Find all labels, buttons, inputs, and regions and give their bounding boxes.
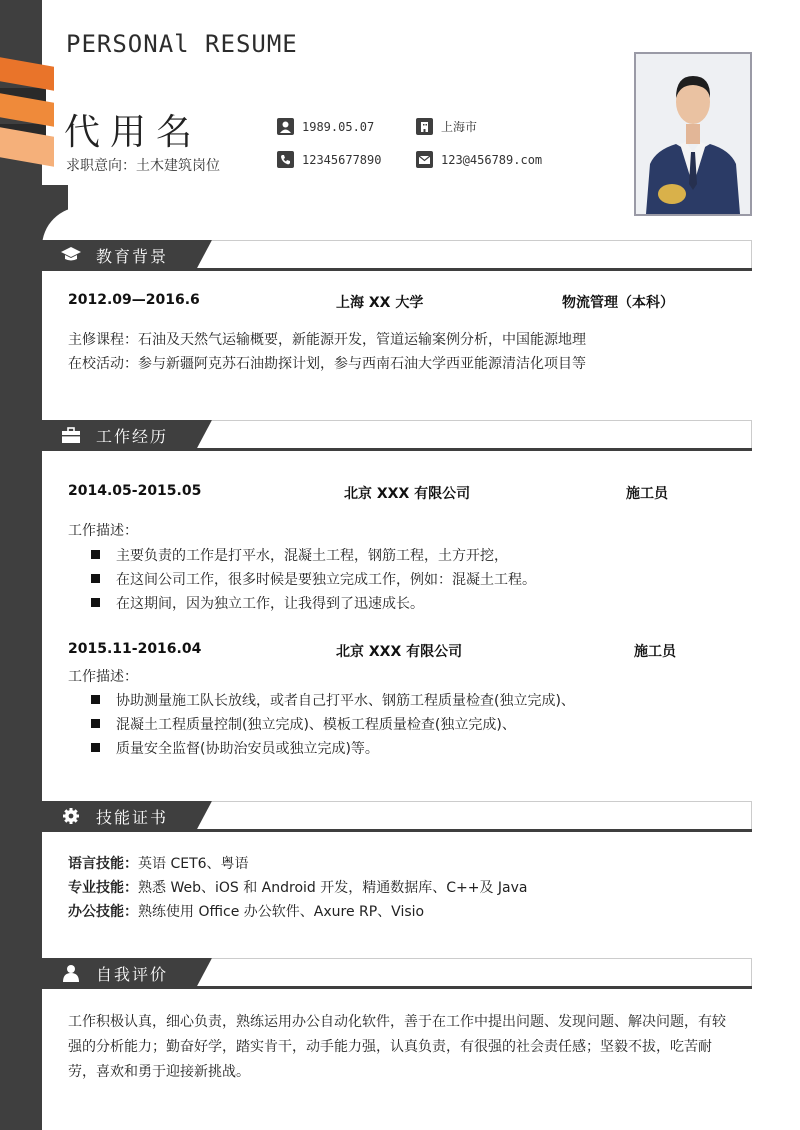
work-1-desc-label: 工作描述： — [68, 523, 138, 539]
resume-title: PERSONAl RESUME — [66, 30, 298, 58]
section-skills-header — [42, 801, 752, 831]
phone-icon — [277, 151, 294, 168]
skill-professional: 专业技能：熟悉 Web、iOS 和 Android 开发，精通数据库、C++及 Java — [68, 880, 528, 896]
work-2-item-3: 质量安全监督(协助治安员或独立完成)等。 — [96, 738, 379, 758]
skill-language: 语言技能：英语 CET6、粤语 — [68, 856, 249, 872]
education-period: 2012.09—2016.6 — [68, 292, 200, 308]
work-2-item-2: 混凝土工程质量控制(独立完成)、模板工程质量检查(独立完成)、 — [96, 714, 516, 734]
profile-photo — [634, 52, 752, 216]
user-icon — [60, 964, 82, 982]
graduation-cap-icon — [60, 246, 82, 264]
skill-office: 办公技能：熟练使用 Office 办公软件、Axure RP、Visio — [68, 904, 425, 920]
work-2-item-1: 协助测量施工队长放线，或者自己打平水、钢筋工程质量检查(独立完成)、 — [96, 690, 575, 710]
candidate-name: 代用名 — [64, 112, 203, 153]
self-evaluation-text: 工作积极认真，细心负责，熟练运用办公自动化软件，善于在工作中提出问题、发现问题、解决问题，有较强的分析能力；勤奋好学，踏实肯干，动手能力强，认真负责，有很强的社会责任感；坚毅不拔，吃苦耐劳，喜欢和勇于迎接新挑战。 — [68, 1014, 726, 1080]
section-title-skills: 技能证书 — [96, 807, 169, 827]
work-2-period: 2015.11-2016.04 — [68, 641, 202, 657]
city-info — [416, 118, 477, 135]
briefcase-icon — [60, 426, 82, 444]
education-activities: 在校活动：参与新疆阿克苏石油勘探计划，参与西南石油大学西亚能源清洁化项目等 — [68, 356, 586, 372]
phone-info — [277, 151, 381, 168]
education-school: 上海 XX 大学 — [336, 295, 424, 311]
building-icon — [416, 118, 433, 135]
work-2-company: 北京 XXX 有限公司 — [336, 644, 463, 660]
job-intent: 求职意向：土木建筑岗位 — [66, 158, 220, 174]
section-title-education: 教育背景 — [96, 246, 169, 266]
left-decor-strip — [0, 0, 42, 1130]
city: 上海市 — [441, 120, 478, 134]
work-2-desc-label: 工作描述： — [68, 669, 138, 685]
work-1-item-1: 主要负责的工作是打平水，混凝土工程，钢筋工程，土方开挖， — [96, 545, 508, 565]
section-title-self-eval: 自我评价 — [96, 964, 169, 984]
section-title-work: 工作经历 — [96, 426, 169, 446]
work-2-role: 施工员 — [634, 644, 676, 660]
email-info — [416, 151, 542, 168]
email-address: 123@456789.com — [441, 152, 543, 167]
work-1-company: 北京 XXX 有限公司 — [344, 486, 471, 502]
section-work-header — [42, 420, 752, 450]
person-card-icon — [277, 118, 294, 135]
work-1-role: 施工员 — [626, 486, 668, 502]
education-major: 物流管理（本科） — [562, 295, 674, 311]
mail-icon — [416, 151, 433, 168]
work-1-item-2: 在这间公司工作，很多时候是要独立完成工作，例如：混凝土工程。 — [96, 569, 536, 589]
work-1-period: 2014.05-2015.05 — [68, 483, 202, 499]
phone-number: 12345677890 — [302, 152, 382, 167]
work-1-item-3: 在这期间，因为独立工作，让我得到了迅速成长。 — [96, 593, 424, 613]
section-education-header — [42, 240, 752, 270]
gear-icon — [60, 807, 82, 825]
birth-date: 1989.05.07 — [302, 119, 375, 134]
birth-info — [277, 118, 374, 135]
education-courses: 主修课程：石油及天然气运输概要，新能源开发，管道运输案例分析，中国能源地理 — [68, 332, 586, 348]
section-self-eval-header — [42, 958, 752, 988]
